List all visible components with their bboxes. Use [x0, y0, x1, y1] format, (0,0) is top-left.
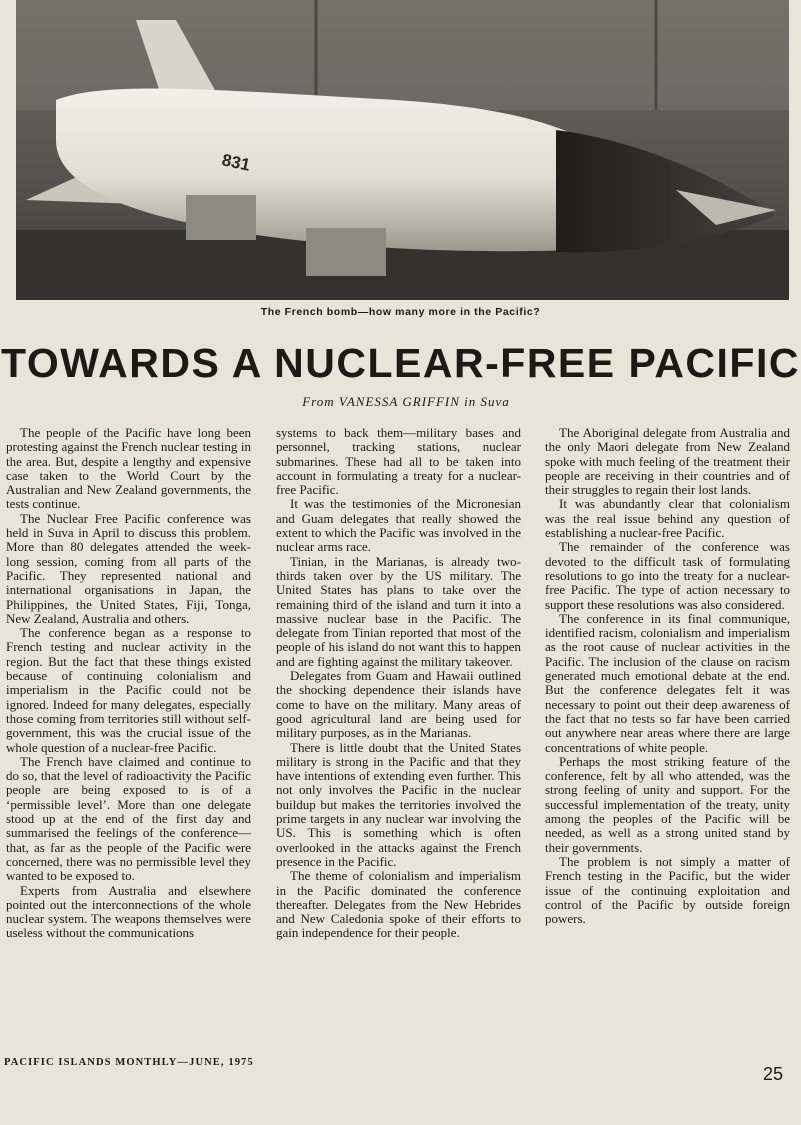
photo-caption: The French bomb—how many more in the Pacific? — [260, 306, 541, 318]
paragraph: There is little doubt that the United States military is strong in the Pacific and that they have intentions of extending even further. This not only involves the Pacific in the nuclear buildup but makes the territories involved the prime targets in any nuclear war involving the US. This is something which is often overlooked in the attacks against the French presence in the Pacific. — [276, 739, 521, 869]
paragraph: systems to back them—military bases and personnel, tracking stations, nuclear submarines. These had all to be taken into account in formulating a treaty for a nuclear-free Pacific. — [276, 425, 521, 498]
paragraph: Perhaps the most striking feature of the conference, felt by all who attended, was the strong feeling of unity and support. For the successful implementation of the treaty, unity among the peoples of the Pacific will be needed, as well as a strong united stand by their governments. — [545, 753, 790, 855]
paragraph: Delegates from Guam and Hawaii outlined the shocking dependence their islands have come to have on the military. Many areas of good agricultural land are being used for military purposes, as in the Marianas. — [276, 668, 521, 741]
byline: From VANESSA GRIFFIN in Suva — [302, 394, 510, 409]
bomb-serial-marking: 831 — [220, 150, 252, 175]
article-column-2 — [276, 426, 521, 941]
paragraph: The conference in its final communique, identified racism, colonialism and imperialism as the root cause of nuclear activities in the Pacific. The inclusion of the clause on racism generated much emotional debate at the end. But the conference delegates felt it was necessary to point out their deep awareness of the fact that no tests so far have been carried out anywhere near areas where there are large concentrations of white people. — [545, 610, 790, 755]
article-column-3 — [545, 426, 790, 926]
paragraph: The Aboriginal delegate from Australia and the only Maori delegate from New Zealand spoke with much feeling of the treatment their people are receiving in their countries and of their struggles to regain their lost lands. — [545, 425, 790, 498]
bomb-photo-illustration — [16, 0, 789, 300]
paragraph: The theme of colonialism and imperialism in the Pacific dominated the conference thereafter. Delegates from the New Hebrides and New Caledonia spoke of their efforts to gain independence for their people. — [276, 868, 521, 941]
bomb-photograph — [16, 0, 789, 300]
paragraph: The French have claimed and continue to do so, that the level of radioactivity the Pacific people are being exposed to is of a ‘permissible level’. More than one delegate stood up at the end of the first day and summarised the feelings of the conference—that, as far as the people of the Pacific were concerned, there was no permissible level they wanted to be exposed to. — [6, 753, 251, 884]
paragraph: The remainder of the conference was devoted to the difficult task of formulating resolutions to go into the treaty for a nuclear-free Pacific. The type of action necessary to support these resolutions was also considered. — [545, 539, 790, 612]
publication-footer: PACIFIC ISLANDS MONTHLY—JUNE, 1975 — [4, 1057, 254, 1068]
paragraph: It was abundantly clear that colonialism was the real issue behind any question of establishing a nuclear-free Pacific. — [545, 496, 790, 541]
paragraph: The conference began as a response to French testing and nuclear activity in the region. But the fact that these things existed because of continuing colonialism and imperialism in the Pacific could not be ignored. Indeed for many delegates, especially those coming from territories still without self-government, this was the crucial issue of the whole question of a nuclear-free Pacific. — [6, 625, 251, 755]
page-number: 25 — [763, 1064, 784, 1084]
paragraph: It was the testimonies of the Micronesian and Guam delegates that really showed the extent to which the Pacific was involved in the nuclear arms race. — [276, 496, 521, 555]
article-column-1 — [6, 426, 251, 941]
headline: TOWARDS A NUCLEAR-FREE PACIFIC — [1, 340, 800, 386]
paragraph: Experts from Australia and elsewhere pointed out the interconnections of the whole nuclear system. The weapons themselves were useless without the communications — [6, 882, 251, 941]
paragraph: Tinian, in the Marianas, is already two-thirds taken over by the US military. The United States has plans to take over the remaining third of the island and turn it into a massive nuclear base in the Pacific. The delegate from Tinian reported that most of the people of his island do not want this to happen and are fighting against the military takeover. — [276, 553, 521, 669]
paragraph: The Nuclear Free Pacific conference was held in Suva in April to discuss this problem. More than 80 delegates attended the week-long session, coming from all parts of the Pacific. They represented national and international organisations in Japan, the Philippines, the United States, Fiji, Tonga, New Zealand, Australia and others. — [6, 510, 251, 626]
paragraph: The people of the Pacific have long been protesting against the French nuclear testing in the area. But, despite a lengthy and expensive case taken to the World Court by the Australian and New Zealand governments, the tests continue. — [6, 425, 251, 512]
paragraph: The problem is not simply a matter of French testing in the Pacific, but the wider issue of the continuing exploitation and control of the Pacific by outside foreign powers. — [545, 853, 790, 927]
